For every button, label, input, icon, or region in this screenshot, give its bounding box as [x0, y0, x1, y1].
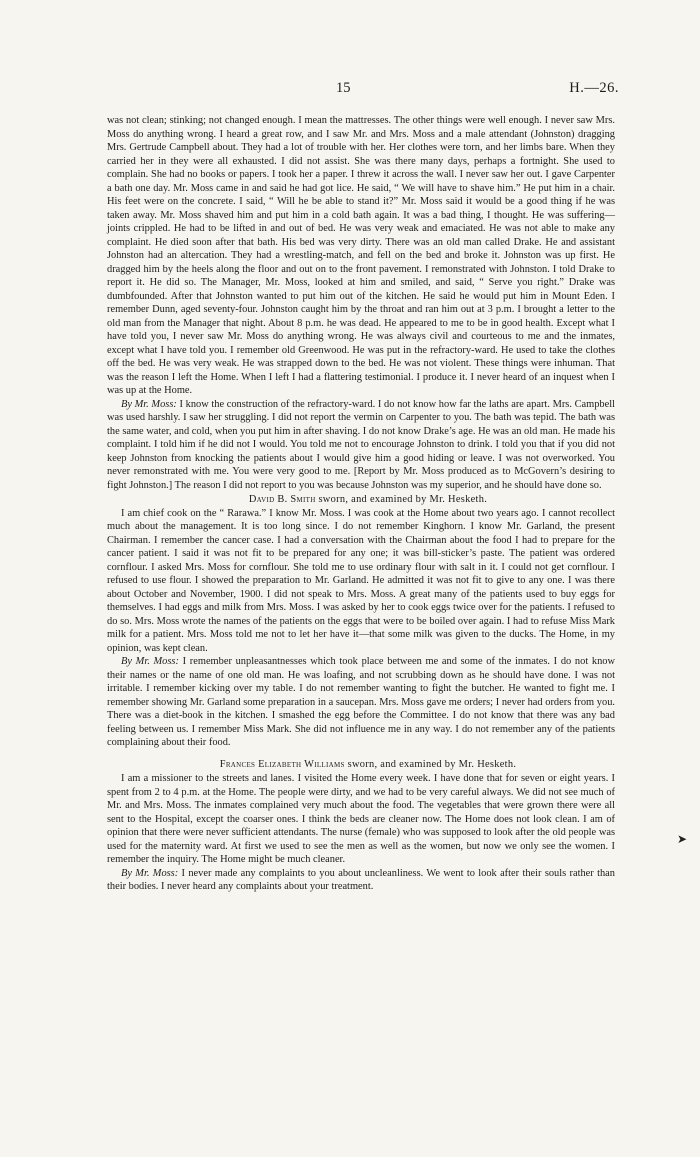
witness-heading-smith	[107, 493, 615, 507]
examiner-lead: By Mr. Moss:	[121, 867, 179, 879]
witness-name: Frances Elizabeth Williams	[219, 758, 345, 770]
page-number: 15	[336, 80, 351, 96]
paragraph-text: I never made any complaints to you about uncleanliness. We went to look after their souls rather than their bodies. I never heard any complaints about your treatment.	[107, 867, 615, 892]
witness-name: David B. Smith	[248, 494, 316, 505]
paragraph-testimony-continued: was not clean; stinking; not changed enough. I mean the mattresses. The other things were well enough. I never saw Mrs. Moss do anything wrong. I heard a great row, and I saw Mr. and Mrs. Moss and a male attendant (Johnston) dragging Mrs. Gertrude Campbell about. They had a lot of trouble with her. Her clothes were torn, and her limbs bare. When they carried her in they were all exhausted. I did not assist. She was there many days, perhaps a fortnight. She used to complain. She had no books or papers. I took her a paper. I threw it across the wall. I never saw her out. I gave Carpenter a bath one day. Mr. Moss came in and said he had got lice. He said, “ We will have to shave him.” He put him in a chair. His feet were on the concrete. I said, “ Will he be able to stand it?” Mr. Moss said it would be a good thing if he was taken away. Mr. Moss shaved him and put him in a cold bath again. It was a bad thing, I thought. He was suffering—joints crippled. He had to be lifted in and out of bed. He was very weak and emaciated. He was not able to make any complaint. He died soon after that bath. His bed was very dirty. There was an old man called Drake. He and assistant Johnston had an altercation. They had a wrestling-match, and fell on the bed and broke it. Johnston was up first. He dragged him by the heels along the floor and out on to the front pavement. I remonstrated with Johnston. I told Drake to report it. He did so. The Manager, Mr. Moss, looked at him and smiled, and said, “ Serve you right.” Drake was dumbfounded. After that Johnston wanted to put him out of the kitchen. He said he would put him in Mount Eden. I remember Dunn, aged seventy-four. Johnston caught him by the throat and ran him out at 3 p.m. I brought a letter to the old man from the Manager that night. About 8 p.m. he was dead. He appeared to me to be in good health. Except what I have told you, I never saw Mr. Moss do anything wrong. He was always civil and courteous to me and the inmates, except what I have told you. I remember old Greenwood. He was put in the refractory-ward. He used to take the clothes off the bed. He was very weak. He was strapped down to the bed. He was not violent. These things were inhuman. That was the reason I left the Home. When I left I had a flattering testimonial. I produce it. I never heard of an inquest when I was up at the Home.	[107, 115, 615, 396]
examiner-lead: By Mr. Moss:	[121, 656, 179, 667]
paragraph-smith-cross-examination	[107, 655, 615, 750]
page-body	[107, 114, 615, 894]
witness-heading-tail: sworn, and examined by Mr. Hesketh.	[315, 494, 488, 505]
page-header	[107, 80, 619, 102]
examiner-lead: By Mr. Moss:	[121, 398, 177, 410]
margin-pointer-mark: ➤	[677, 832, 688, 846]
paragraph-smith-testimony: I am chief cook on the “ Rarawa.” I know Mr. Moss. I was cook at the Home about two years ago. I cannot recollect much about the management. It is too long since. I do not remember Kinghorn. I know Mr. Garland, the present Chairman. I remember the cancer case. I had a conversation with the Chairman about the food I had to prepare for the cancer patient. I said it was not fit to be prepared for any one; it was bill-sticker’s paste. The patient was ordered cornflour. I asked Mrs. Moss for cornflour. She told me to use ordinary flour with salt in it. I could not get cornflour. I refused to use flour. I showed the preparation to Mr. Garland. He admitted it was not fit to give to any one. I was there about October and November, 1900. I did not speak to Mrs. Moss. A great many of the patients used to buy eggs for themselves. I had eggs and milk from Mrs. Moss. I was asked by her to cook eggs twice over for the patients. I refused to do so. Mrs. Moss wrote the names of the patients on the eggs that were to be boiled over again. I had to refuse Miss Mark milk for a patient. Mrs. Moss told me not to let her have it—that some milk was given to the ducks. The Home, in my opinion, was kept clean.	[107, 507, 615, 654]
witness-heading-williams	[107, 758, 615, 772]
paragraph-text: I remember unpleasantnesses which took place between me and some of the inmates. I do not know their names or the name of one old man. He was loafing, and not scrubbing down as he should have done. I was not irritable. I remember kicking over my table. I do not remember wanting to fight the butcher. He wanted to fight me. I remember showing Mr. Garland some preparation in a saucepan. Mrs. Moss gave me orders; I never had orders from you. There was a diet-book in the kitchen. I smashed the egg before the Committee. I do not know that there was any bad feeling between us. I remember Miss Mark. She did not influence me in any way. I do not remember any of the patients complaining about their food.	[107, 656, 616, 748]
paragraph-williams-cross-examination	[107, 867, 615, 894]
paragraph-text: I know the construction of the refractory-ward. I do not know how far the laths are apart. Mrs. Campbell was used harshly. I saw her struggling. I did not report the vermin on Carpenter to you. The bath was tepid. The bath was the same water, and cold, when you put him in after shaving. I do not know Drake’s age. He was an old man. He made his complaint. I told him if he did not I would. You told me not to encourage Johnston to drink. I told you that if you did not keep Johnston from knocking the patients about I would give him a good hiding or leave. I was not overworked. You never remonstrated with me. You were very good to me. [Report by Mr. Moss produced as to McGovern’s desiring to fight Johnston.] The reason I did not report to you was because Johnston was my superior, and he should have done so.	[107, 398, 615, 491]
document-reference: H.—26.	[569, 80, 619, 96]
paragraph-williams-testimony: I am a missioner to the streets and lanes. I visited the Home every week. I have done that for seven or eight years. I spent from 2 to 4 p.m. at the Home. The people were dirty, and we had to be very careful always. We did not see much of Mr. and Mrs. Moss. The inmates complained very much about the food. The vegetables that were grown there were all sent to the Hospital, except the coarser ones. I think the beds are cleaner now. The Home does not look clean. I am of opinion that there were never sufficient attendants. The nurse (female) who was supposed to look after the old people was used for the maternity ward. At first we used to see the men as well as the women, but now we only see the women. I remember the inquiry. The Home might be much cleaner.	[107, 773, 615, 865]
paragraph-cross-examination	[107, 398, 615, 493]
witness-heading-tail: sworn, and examined by Mr. Hesketh.	[344, 758, 517, 770]
